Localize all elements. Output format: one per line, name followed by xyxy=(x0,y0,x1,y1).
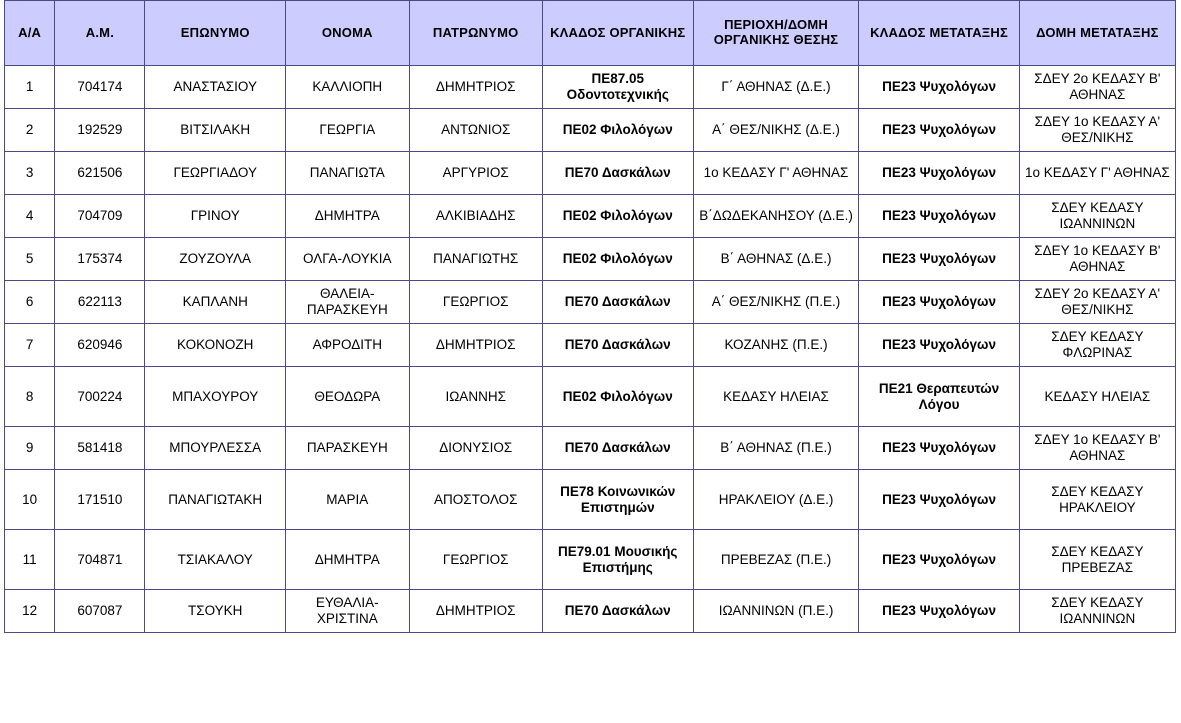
cell-surname: ΚΟΚΟΝΟΖΗ xyxy=(145,324,285,367)
cell-domi-metataxis: ΣΔΕΥ 2ο ΚΕΔΑΣΥ Α' ΘΕΣ/ΝΙΚΗΣ xyxy=(1019,281,1175,324)
cell-name: ΠΑΝΑΓΙΩΤΑ xyxy=(285,152,409,195)
cell-fathername: ΑΝΤΩΝΙΟΣ xyxy=(409,109,542,152)
cell-klados-organikis: ΠΕ70 Δασκάλων xyxy=(542,152,693,195)
column-header-aa: Α/Α xyxy=(5,1,55,66)
column-header-fathername: ΠΑΤΡΩΝΥΜΟ xyxy=(409,1,542,66)
cell-am: 700224 xyxy=(55,367,145,427)
cell-surname: ΚΑΠΛΑΝΗ xyxy=(145,281,285,324)
cell-aa: 11 xyxy=(5,530,55,590)
cell-name: ΟΛΓΑ-ΛΟΥΚΙΑ xyxy=(285,238,409,281)
cell-surname: ΓΡΙΝΟΥ xyxy=(145,195,285,238)
cell-periochi: Β΄ΔΩΔΕΚΑΝΗΣΟΥ (Δ.Ε.) xyxy=(693,195,859,238)
cell-klados-metataxis: ΠΕ23 Ψυχολόγων xyxy=(859,66,1019,109)
cell-periochi: ΚΕΔΑΣΥ ΗΛΕΙΑΣ xyxy=(693,367,859,427)
cell-domi-metataxis: ΣΔΕΥ 1ο ΚΕΔΑΣΥ Α' ΘΕΣ/ΝΙΚΗΣ xyxy=(1019,109,1175,152)
cell-klados-organikis: ΠΕ70 Δασκάλων xyxy=(542,281,693,324)
cell-domi-metataxis: 1ο ΚΕΔΑΣΥ Γ' ΑΘΗΝΑΣ xyxy=(1019,152,1175,195)
column-header-name: ΟΝΟΜΑ xyxy=(285,1,409,66)
cell-klados-metataxis: ΠΕ23 Ψυχολόγων xyxy=(859,238,1019,281)
cell-am: 581418 xyxy=(55,427,145,470)
cell-periochi: Γ΄ ΑΘΗΝΑΣ (Δ.Ε.) xyxy=(693,66,859,109)
cell-aa: 1 xyxy=(5,66,55,109)
cell-am: 704174 xyxy=(55,66,145,109)
header-row xyxy=(5,1,1176,66)
column-header-klados-metataxis: ΚΛΑΔΟΣ ΜΕΤΑΤΑΞΗΣ xyxy=(859,1,1019,66)
cell-fathername: ΠΑΝΑΓΙΩΤΗΣ xyxy=(409,238,542,281)
column-header-periochi-organikis: ΠΕΡΙΟΧΗ/ΔΟΜΗ ΟΡΓΑΝΙΚΗΣ ΘΕΣΗΣ xyxy=(693,1,859,66)
cell-aa: 5 xyxy=(5,238,55,281)
cell-klados-metataxis: ΠΕ23 Ψυχολόγων xyxy=(859,530,1019,590)
cell-klados-organikis: ΠΕ79.01 Μουσικής Επιστήμης xyxy=(542,530,693,590)
cell-fathername: ΔΙΟΝΥΣΙΟΣ xyxy=(409,427,542,470)
table-row xyxy=(5,109,1176,152)
cell-periochi: ΗΡΑΚΛΕΙΟΥ (Δ.Ε.) xyxy=(693,470,859,530)
table-row xyxy=(5,590,1176,633)
transfers-table xyxy=(4,0,1176,633)
table-row xyxy=(5,238,1176,281)
cell-klados-organikis: ΠΕ70 Δασκάλων xyxy=(542,427,693,470)
cell-am: 622113 xyxy=(55,281,145,324)
column-header-klados-organikis: ΚΛΑΔΟΣ ΟΡΓΑΝΙΚΗΣ xyxy=(542,1,693,66)
column-header-surname: ΕΠΩΝΥΜΟ xyxy=(145,1,285,66)
cell-periochi: ΚΟΖΑΝΗΣ (Π.Ε.) xyxy=(693,324,859,367)
cell-surname: ΖΟΥΖΟΥΛΑ xyxy=(145,238,285,281)
table-row xyxy=(5,470,1176,530)
table-row xyxy=(5,281,1176,324)
table-row xyxy=(5,427,1176,470)
cell-name: ΕΥΘΑΛΙΑ-ΧΡΙΣΤΙΝΑ xyxy=(285,590,409,633)
cell-klados-organikis: ΠΕ02 Φιλολόγων xyxy=(542,195,693,238)
cell-am: 192529 xyxy=(55,109,145,152)
cell-aa: 2 xyxy=(5,109,55,152)
cell-aa: 12 xyxy=(5,590,55,633)
cell-domi-metataxis: ΣΔΕΥ 1ο ΚΕΔΑΣΥ Β' ΑΘΗΝΑΣ xyxy=(1019,427,1175,470)
cell-domi-metataxis: ΣΔΕΥ ΚΕΔΑΣΥ ΠΡΕΒΕΖΑΣ xyxy=(1019,530,1175,590)
cell-am: 171510 xyxy=(55,470,145,530)
cell-surname: ΓΕΩΡΓΙΑΔΟΥ xyxy=(145,152,285,195)
cell-surname: ΤΣΟΥΚΗ xyxy=(145,590,285,633)
cell-klados-organikis: ΠΕ87.05 Οδοντοτεχνικής xyxy=(542,66,693,109)
cell-klados-metataxis: ΠΕ23 Ψυχολόγων xyxy=(859,470,1019,530)
cell-name: ΔΗΜΗΤΡΑ xyxy=(285,530,409,590)
column-header-am: Α.Μ. xyxy=(55,1,145,66)
cell-domi-metataxis: ΣΔΕΥ ΚΕΔΑΣΥ ΙΩΑΝΝΙΝΩΝ xyxy=(1019,195,1175,238)
cell-am: 704871 xyxy=(55,530,145,590)
cell-domi-metataxis: ΣΔΕΥ ΚΕΔΑΣΥ ΙΩΑΝΝΙΝΩΝ xyxy=(1019,590,1175,633)
table-row xyxy=(5,195,1176,238)
cell-klados-organikis: ΠΕ70 Δασκάλων xyxy=(542,590,693,633)
cell-domi-metataxis: ΣΔΕΥ ΚΕΔΑΣΥ ΦΛΩΡΙΝΑΣ xyxy=(1019,324,1175,367)
cell-klados-metataxis: ΠΕ23 Ψυχολόγων xyxy=(859,195,1019,238)
cell-am: 621506 xyxy=(55,152,145,195)
cell-surname: ΠΑΝΑΓΙΩΤΑΚΗ xyxy=(145,470,285,530)
cell-fathername: ΓΕΩΡΓΙΟΣ xyxy=(409,530,542,590)
cell-klados-metataxis: ΠΕ23 Ψυχολόγων xyxy=(859,281,1019,324)
cell-fathername: ΓΕΩΡΓΙΟΣ xyxy=(409,281,542,324)
cell-name: ΘΑΛΕΙΑ-ΠΑΡΑΣΚΕΥΗ xyxy=(285,281,409,324)
column-header-domi-metataxis: ΔΟΜΗ ΜΕΤΑΤΑΞΗΣ xyxy=(1019,1,1175,66)
cell-aa: 4 xyxy=(5,195,55,238)
table-row xyxy=(5,367,1176,427)
cell-klados-metataxis: ΠΕ23 Ψυχολόγων xyxy=(859,324,1019,367)
table-row xyxy=(5,152,1176,195)
cell-klados-metataxis: ΠΕ23 Ψυχολόγων xyxy=(859,590,1019,633)
cell-am: 607087 xyxy=(55,590,145,633)
cell-periochi: Β΄ ΑΘΗΝΑΣ (Π.Ε.) xyxy=(693,427,859,470)
cell-domi-metataxis: ΣΔΕΥ 1ο ΚΕΔΑΣΥ Β' ΑΘΗΝΑΣ xyxy=(1019,238,1175,281)
cell-name: ΔΗΜΗΤΡΑ xyxy=(285,195,409,238)
cell-klados-organikis: ΠΕ70 Δασκάλων xyxy=(542,324,693,367)
table-body xyxy=(5,66,1176,633)
cell-domi-metataxis: ΣΔΕΥ ΚΕΔΑΣΥ ΗΡΑΚΛΕΙΟΥ xyxy=(1019,470,1175,530)
table-row xyxy=(5,66,1176,109)
cell-klados-metataxis: ΠΕ23 Ψυχολόγων xyxy=(859,427,1019,470)
cell-domi-metataxis: ΣΔΕΥ 2ο ΚΕΔΑΣΥ Β' ΑΘΗΝΑΣ xyxy=(1019,66,1175,109)
cell-aa: 3 xyxy=(5,152,55,195)
cell-surname: ΜΠΟΥΡΛΕΣΣΑ xyxy=(145,427,285,470)
cell-klados-organikis: ΠΕ78 Κοινωνικών Επιστημών xyxy=(542,470,693,530)
cell-periochi: Β΄ ΑΘΗΝΑΣ (Δ.Ε.) xyxy=(693,238,859,281)
table-header xyxy=(5,1,1176,66)
cell-surname: ΑΝΑΣΤΑΣΙΟΥ xyxy=(145,66,285,109)
cell-name: ΘΕΟΔΩΡΑ xyxy=(285,367,409,427)
cell-name: ΜΑΡΙΑ xyxy=(285,470,409,530)
table-row xyxy=(5,530,1176,590)
cell-klados-organikis: ΠΕ02 Φιλολόγων xyxy=(542,238,693,281)
table-row xyxy=(5,324,1176,367)
cell-periochi: ΠΡΕΒΕΖΑΣ (Π.Ε.) xyxy=(693,530,859,590)
cell-fathername: ΔΗΜΗΤΡΙΟΣ xyxy=(409,590,542,633)
cell-klados-metataxis: ΠΕ21 Θεραπευτών Λόγου xyxy=(859,367,1019,427)
cell-fathername: ΔΗΜΗΤΡΙΟΣ xyxy=(409,324,542,367)
cell-surname: ΒΙΤΣΙΛΑΚΗ xyxy=(145,109,285,152)
cell-name: ΚΑΛΛΙΟΠΗ xyxy=(285,66,409,109)
cell-surname: ΤΣΙΑΚΑΛΟΥ xyxy=(145,530,285,590)
cell-name: ΑΦΡΟΔΙΤΗ xyxy=(285,324,409,367)
cell-aa: 10 xyxy=(5,470,55,530)
cell-periochi: Α΄ ΘΕΣ/ΝΙΚΗΣ (Π.Ε.) xyxy=(693,281,859,324)
cell-am: 704709 xyxy=(55,195,145,238)
cell-periochi: Α΄ ΘΕΣ/ΝΙΚΗΣ (Δ.Ε.) xyxy=(693,109,859,152)
cell-klados-metataxis: ΠΕ23 Ψυχολόγων xyxy=(859,109,1019,152)
cell-name: ΠΑΡΑΣΚΕΥΗ xyxy=(285,427,409,470)
cell-am: 620946 xyxy=(55,324,145,367)
cell-aa: 8 xyxy=(5,367,55,427)
cell-fathername: ΙΩΑΝΝΗΣ xyxy=(409,367,542,427)
cell-fathername: ΑΠΟΣΤΟΛΟΣ xyxy=(409,470,542,530)
cell-aa: 6 xyxy=(5,281,55,324)
cell-fathername: ΑΛΚΙΒΙΑΔΗΣ xyxy=(409,195,542,238)
cell-fathername: ΔΗΜΗΤΡΙΟΣ xyxy=(409,66,542,109)
cell-name: ΓΕΩΡΓΙΑ xyxy=(285,109,409,152)
cell-periochi: 1ο ΚΕΔΑΣΥ Γ' ΑΘΗΝΑΣ xyxy=(693,152,859,195)
cell-klados-organikis: ΠΕ02 Φιλολόγων xyxy=(542,109,693,152)
cell-fathername: ΑΡΓΥΡΙΟΣ xyxy=(409,152,542,195)
cell-klados-metataxis: ΠΕ23 Ψυχολόγων xyxy=(859,152,1019,195)
cell-klados-organikis: ΠΕ02 Φιλολόγων xyxy=(542,367,693,427)
cell-am: 175374 xyxy=(55,238,145,281)
cell-aa: 7 xyxy=(5,324,55,367)
cell-aa: 9 xyxy=(5,427,55,470)
cell-domi-metataxis: ΚΕΔΑΣΥ ΗΛΕΙΑΣ xyxy=(1019,367,1175,427)
cell-periochi: ΙΩΑΝΝΙΝΩΝ (Π.Ε.) xyxy=(693,590,859,633)
cell-surname: ΜΠΑΧΟΥΡΟΥ xyxy=(145,367,285,427)
